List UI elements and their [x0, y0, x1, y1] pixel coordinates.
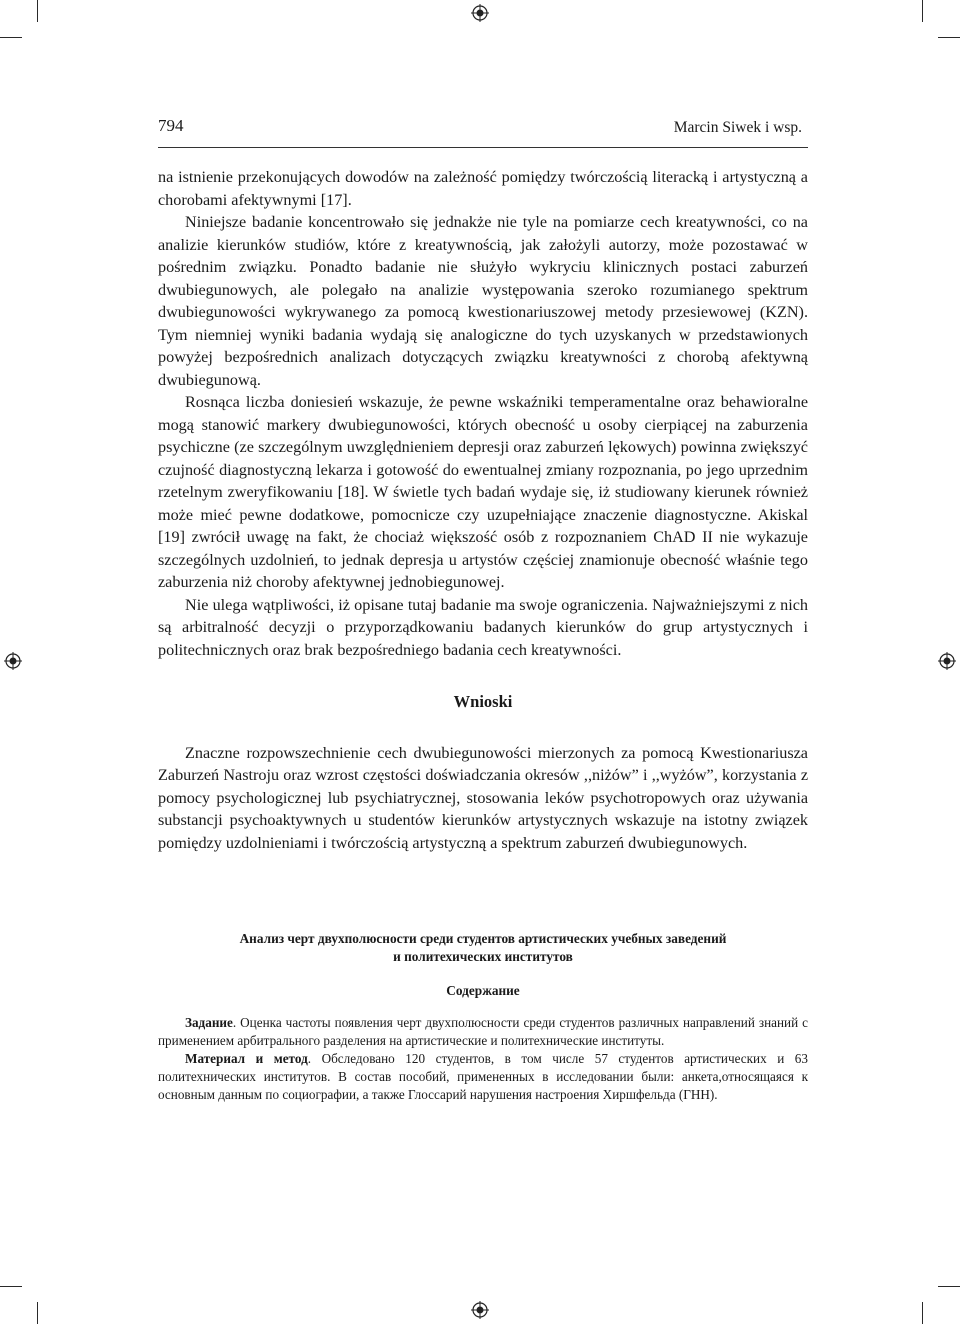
paragraph-continuation: na istnienie przekonujących dowodów na zależność pomiędzy twórczością literacką i artystyczną a chorobami afektywnymi [17]. [158, 168, 808, 209]
main-text [158, 166, 808, 854]
crop-mark-top-right-h [938, 37, 960, 38]
registration-mark-top-icon [471, 4, 489, 22]
abstract-material-label: Материал и метод [185, 1051, 308, 1066]
page-number: 794 [158, 116, 184, 135]
crop-mark-bottom-right-h [938, 1286, 960, 1287]
running-header-authors: Marcin Siwek i wsp. [673, 119, 802, 136]
crop-mark-top-left-h [0, 37, 22, 38]
abstract-title-line-1: Анализ черт двухполюсности среди студентов артистических учебных заведений [239, 931, 727, 946]
header-rule [158, 147, 808, 148]
abstract-subtitle: Содержание [446, 983, 520, 998]
registration-mark-left-icon [4, 652, 22, 670]
crop-mark-bottom-left-h [0, 1286, 22, 1287]
abstract-material-text: . Обследовано 120 студентов, в том числе 57 студентов артистических и 63 политехнических институтов. В состав пособий, примененных в исследовании были: анкета,относящаяся к основным данным по социографии, а также Глоссарий нарушения настроения Хиршфельда (ГНН). [158, 1051, 808, 1102]
russian-abstract [158, 930, 808, 1104]
crop-mark-top-left-v [37, 0, 38, 22]
abstract-task-label: Задание [185, 1015, 233, 1030]
abstract-title-line-2: и политехических институтов [393, 949, 573, 964]
registration-mark-right-icon [938, 652, 956, 670]
paragraph-markers: Rosnąca liczba doniesień wskazuje, że pewne wskaźniki temperamentalne oraz behawioralne mogą stanowić markery dwubiegunowości, których obecność u osoby cierpiącej na zaburzenia psychiczne (ze szczególnym uwzględnieniem depresji oraz zaburzeń lękowych) powinna zwiększyć czujność diagnostyczną lekarza i gotowość do ewentualnej zmiany rozpoznania, po jego uprzednim rzetelnym zweryfikowaniu [18]. W świetle tych badań wydaje się, iż studiowany kierunek również może mieć pewne dodatkowe, pomocnicze czy uzupełniające znaczenie diagnostyczne. Akiskal [19] zwrócił uwagę na fakt, że chociaż większość osób z rozpoznaniem ChAD II nie wykazuje szczególnych uzdolnień, to jednak depresja u artystów częściej znamionuje obecność właśnie tego zaburzenia niż choroby afektywnej jednobiegunowej. [158, 393, 808, 591]
crop-mark-top-right-v [922, 0, 923, 22]
crop-mark-bottom-right-v [922, 1302, 923, 1324]
section-title-conclusions: Wnioski [453, 692, 513, 711]
crop-mark-bottom-left-v [37, 1302, 38, 1324]
abstract-task-text: . Оценка частоты появления черт двухполюсности среди студентов различных направлений знаний с применением арбитрального разделения на артистические и политехнические институты. [158, 1015, 808, 1048]
abstract-task-paragraph [158, 1014, 808, 1050]
abstract-material-paragraph [158, 1050, 808, 1104]
paragraph-limitations: Nie ulega wątpliwości, iż opisane tutaj badanie ma swoje ograniczenia. Najważniejszymi z nich są arbitralność decyzji o przyporządkowaniu badanych kierunków do grup artystycznych i politechnicznych oraz brak bezpośredniego badania cech kreatywności. [158, 595, 808, 659]
registration-mark-bottom-icon [471, 1301, 489, 1319]
paragraph-study-focus: Niniejsze badanie koncentrowało się jednakże nie tyle na pomiarze cech kreatywności, co na analizie kierunków studiów, które z kreatywnością, jak założyli autorzy, może pozostawać w pośrednim związku. Ponadto badanie nie służyło wykryciu klinicznych postaci zaburzeń dwubiegunowych, ale polegało na analizie występowania szeroko rozumianego spektrum dwubiegunowości wykrywanego za pomocą kwestionariuszowej metody przesiewowej (KZN). Tym niemniej wyniki badania wydają się analogiczne do tych uzyskanych w przedstawionych powyżej bezpośrednich analizach dotyczących związku kreatywności z chorobą afektywną dwubiegunową. [158, 213, 808, 389]
paragraph-conclusions: Znaczne rozpowszechnienie cech dwubiegunowości mierzonych za pomocą Kwestionariusza Zaburzeń Nastroju oraz wzrost częstości doświadczania okresów ,,niżów” i ,,wyżów”, korzystania z pomocy psychologicznej lub psychiatrycznej, stosowania leków psychotropowych oraz używania substancji psychoaktywnych u studentów kierunków artystycznych wskazuje na istotny związek pomiędzy uzdolnieniami i twórczością artystyczną a spektrum zaburzeń dwubiegunowych. [158, 743, 808, 852]
